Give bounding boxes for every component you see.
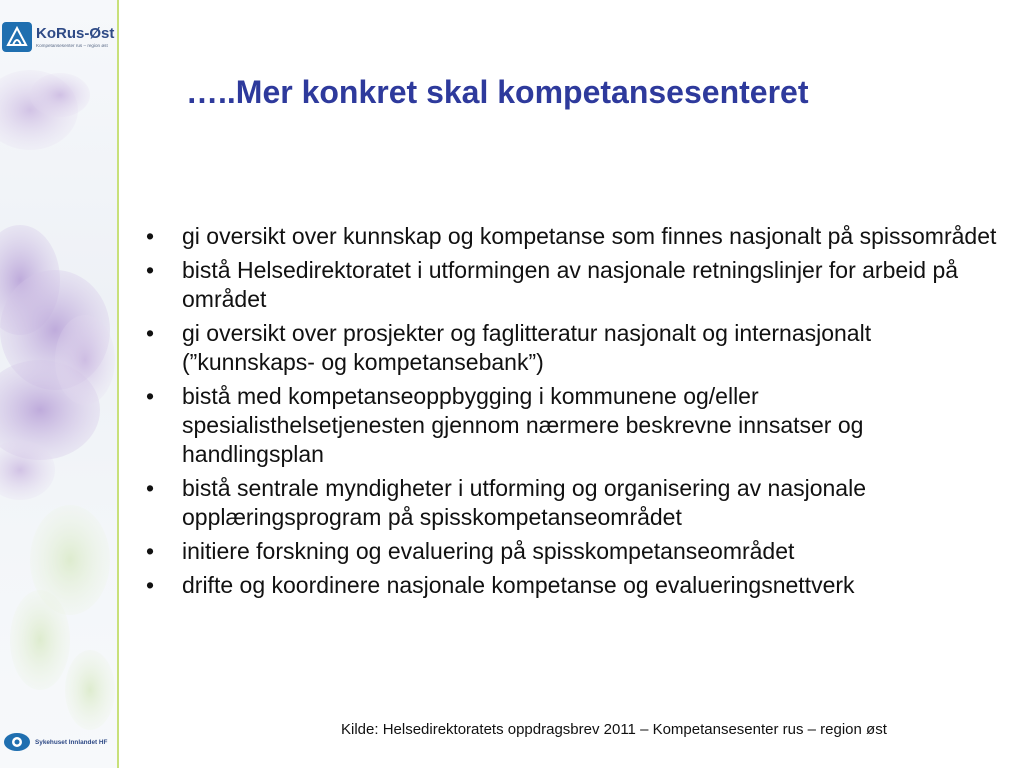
source-citation: Kilde: Helsedirektoratets oppdragsbrev 2011 – Kompetansesenter rus – region øst [341,721,887,738]
sykehuset-logo-icon [2,731,32,753]
bullet-marker: • [146,572,155,598]
bullet-marker: • [146,320,155,346]
bullet-item [146,571,1006,600]
korus-logo-icon [2,22,32,52]
bullet-text: bistå Helsedirektoratet i utformingen av nasjonale retningslinjer for arbeid på området [182,257,959,312]
bullet-text: bistå sentrale myndigheter i utforming og organisering av nasjonale opplæringsprogram på spisskompetanseområdet [182,475,867,530]
bullet-text: bistå med kompetanseoppbygging i kommunene og/eller spesialisthelsetjenesten gjennom nærmere beskrevne innsatser og handlingsplan [182,383,864,467]
bullet-text: initiere forskning og evaluering på spisskompetanseområdet [182,538,795,564]
bullet-item [146,319,1006,377]
logo-subtitle: Kompetansesenter rus – region øst [36,42,108,48]
bullet-item [146,537,1006,566]
logo-name: KoRus-Øst [36,24,115,42]
bullet-item [146,222,1006,251]
bullet-marker: • [146,538,155,564]
bullet-item [146,382,1006,469]
bullet-list [146,222,1006,605]
bullet-marker: • [146,475,155,501]
bullet-text: gi oversikt over prosjekter og faglitteratur nasjonalt og internasjonalt (”kunnskaps- og kompetansebank”) [182,320,872,375]
bullet-item [146,474,1006,532]
bullet-item [146,256,1006,314]
slide-title: …..Mer konkret skal kompetansesenteret [186,74,809,110]
korus-logo [2,20,117,54]
sykehuset-logo-name: Sykehuset Innlandet HF [35,738,108,746]
bullet-marker: • [146,383,155,409]
bullet-marker: • [146,223,155,249]
flower-decoration [0,0,118,768]
sykehuset-logo [2,730,117,754]
bullet-text: gi oversikt over kunnskap og kompetanse som finnes nasjonalt på spissområdet [182,223,997,249]
bullet-marker: • [146,257,155,283]
bullet-text: drifte og koordinere nasjonale kompetanse og evalueringsnettverk [182,572,855,598]
sidebar-divider [117,0,119,768]
sidebar-decoration [0,0,118,768]
